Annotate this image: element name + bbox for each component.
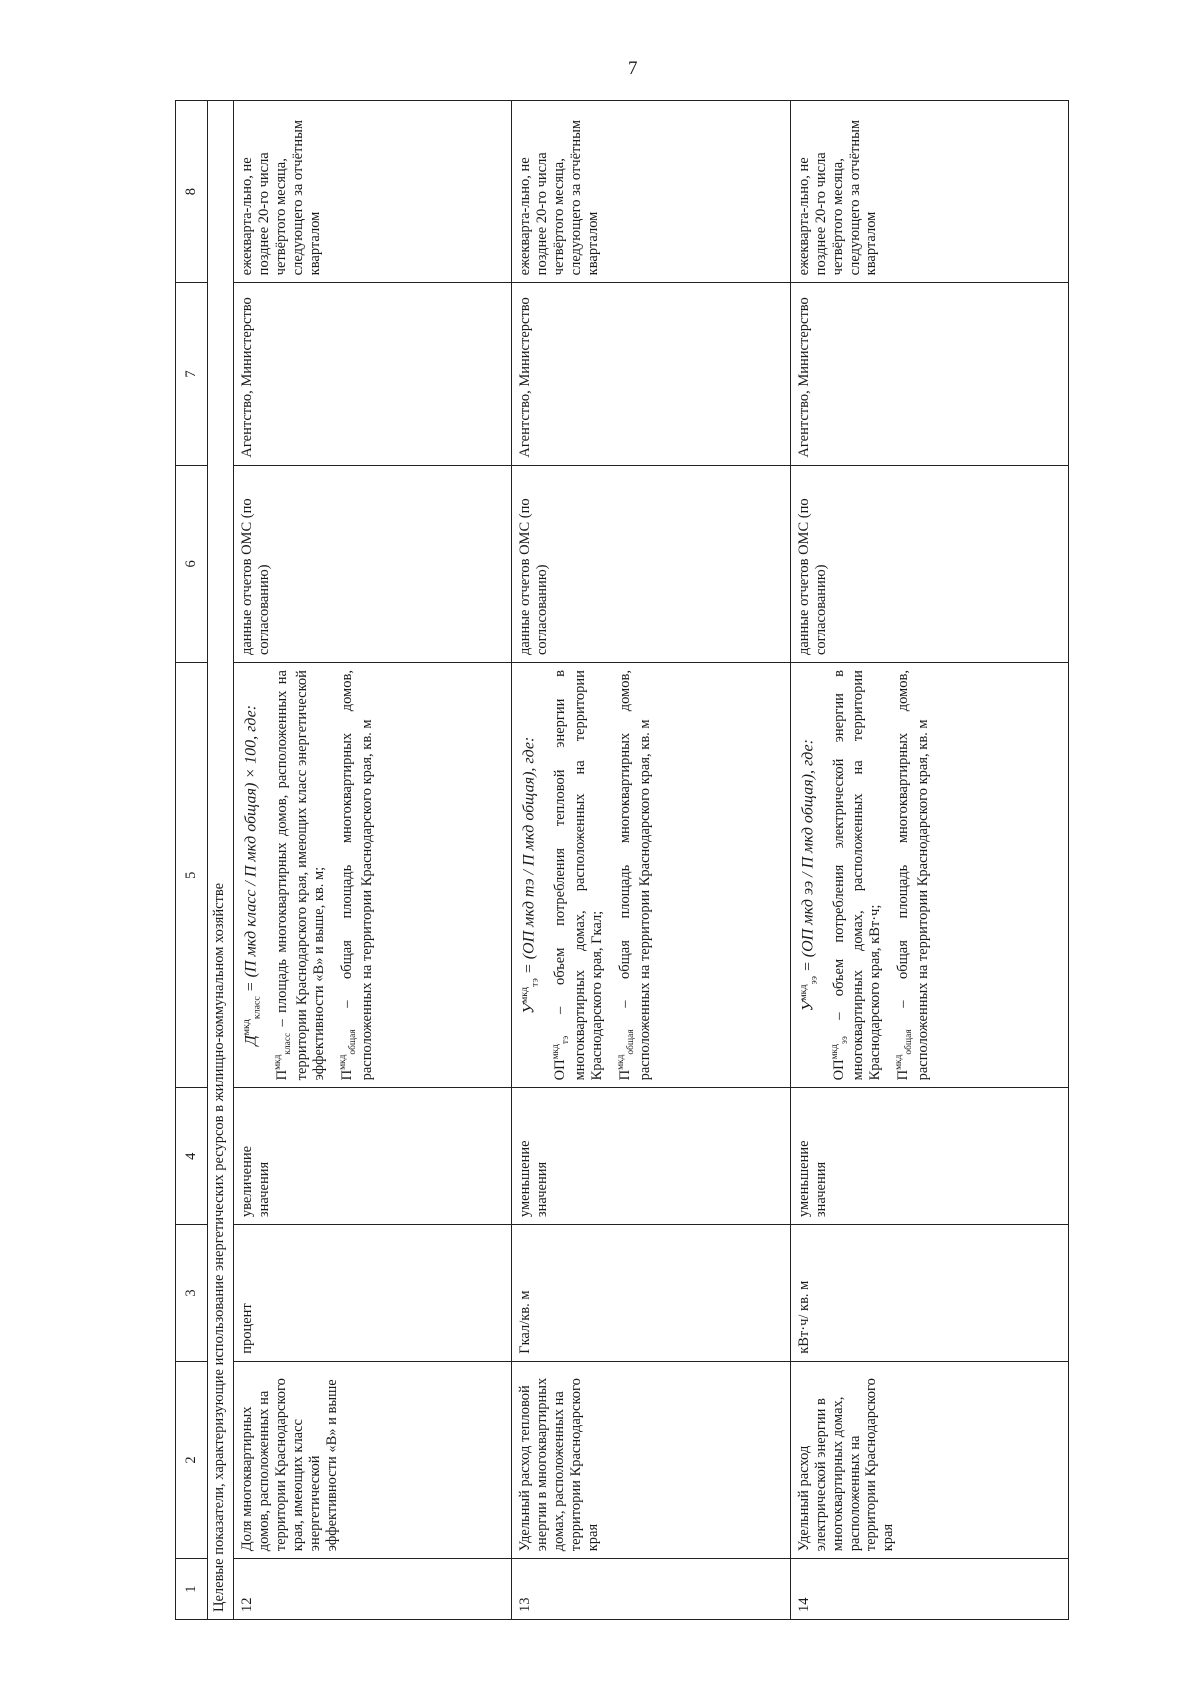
section-title: Целевые показатели, характеризующие использование энергетических ресурсов в жилищно-коммунальном хозяйстве bbox=[208, 101, 234, 1620]
row-number: 12 bbox=[234, 1559, 512, 1620]
unit: Гкал/кв. м bbox=[512, 1225, 790, 1362]
definition: $ОП^{мкд}_{ээ}$ – объем потребления электрической энергии в многоквартирных домах, расположенных на территории Краснодарского края, кВт·ч; bbox=[829, 670, 884, 1081]
definition: $П^{мкд}_{класс}$ – площадь многоквартирных домов, расположенных на территории Краснодарского края, имеющих класс энергетической эффективности «В» и выше, кв. м; bbox=[273, 670, 327, 1081]
formula: $У^{мкд}_{тэ} = (ОП$ мкд тэ / П мкд общая), где: bbox=[519, 736, 541, 1014]
col-number-5: 5 bbox=[176, 663, 208, 1088]
definition: $П^{мкд}_{общая}$ – общая площадь многоквартирных домов, расположенных на территории Краснодарского края, кв. м bbox=[616, 670, 653, 1081]
col-number-8: 8 bbox=[176, 101, 208, 283]
definition: $П^{мкд}_{общая}$ – общая площадь многоквартирных домов, расположенных на территории Краснодарского края, кв. м bbox=[894, 670, 932, 1081]
col-number-7: 7 bbox=[176, 283, 208, 465]
deadline: ежекварта-льно, не позднее 20-го числа четвёртого месяца, следующего за отчётным кварталом bbox=[512, 101, 790, 283]
deadline: ежекварта-льно, не позднее 20-го числа четвёртого месяца, следующего за отчётным кварталом bbox=[790, 101, 1068, 283]
table-row bbox=[790, 101, 1068, 1620]
indicator-name: Удельный расход электрической энергии в многоквартирных домах, расположенных на территории Краснодарского края bbox=[790, 1361, 1068, 1558]
trend: увеличение значения bbox=[234, 1088, 512, 1225]
rotated-table-container bbox=[175, 100, 1069, 1620]
col-number-6: 6 bbox=[176, 465, 208, 662]
row-number: 13 bbox=[512, 1559, 790, 1620]
col-number-2: 2 bbox=[176, 1361, 208, 1558]
indicator-name: Удельный расход тепловой энергии в многоквартирных домах, расположенных на территории Краснодарского края bbox=[512, 1361, 790, 1558]
responsible: Агентство, Министерство bbox=[512, 283, 790, 465]
trend: уменьшение значения bbox=[790, 1088, 1068, 1225]
formula-cell bbox=[234, 663, 512, 1088]
unit: кВт·ч/ кв. м bbox=[790, 1225, 1068, 1362]
data-source: данные отчетов ОМС (по согласованию) bbox=[512, 465, 790, 662]
section-row bbox=[208, 101, 234, 1620]
formula: $Д^{мкд}_{класс} = (П$ мкд класс / П мкд общая) × 100, где: bbox=[241, 704, 263, 1046]
definition: $П^{мкд}_{общая}$ – общая площадь многоквартирных домов, расположенных на территории Краснодарского края, кв. м bbox=[337, 670, 375, 1081]
formula-cell bbox=[512, 663, 790, 1088]
formula-cell bbox=[790, 663, 1068, 1088]
responsible: Агентство, Министерство bbox=[790, 283, 1068, 465]
data-source: данные отчетов ОМС (по согласованию) bbox=[234, 465, 512, 662]
indicators-table bbox=[175, 100, 1069, 1620]
indicator-name: Доля многоквартирных домов, расположенных на территории Краснодарского края, имеющих класс энергетической эффективности «В» и выше bbox=[234, 1361, 512, 1558]
trend: уменьшение значения bbox=[512, 1088, 790, 1225]
unit: процент bbox=[234, 1225, 512, 1362]
col-number-4: 4 bbox=[176, 1088, 208, 1225]
definition: $ОП^{мкд}_{тэ}$ – объем потребления тепловой энергии в многоквартирных домах, расположенных на территории Краснодарского края, Гкал; bbox=[551, 670, 606, 1081]
page-number: 7 bbox=[628, 58, 638, 79]
column-number-row bbox=[176, 101, 208, 1620]
col-number-1: 1 bbox=[176, 1559, 208, 1620]
data-source: данные отчетов ОМС (по согласованию) bbox=[790, 465, 1068, 662]
deadline: ежекварта-льно, не позднее 20-го числа четвёртого месяца, следующего за отчётным кварталом bbox=[234, 101, 512, 283]
table-row bbox=[234, 101, 512, 1620]
formula: $У^{мкд}_{ээ} = (ОП$ мкд ээ / П мкд общая), где: bbox=[797, 739, 820, 1012]
row-number: 14 bbox=[790, 1559, 1068, 1620]
responsible: Агентство, Министерство bbox=[234, 283, 512, 465]
table-row bbox=[512, 101, 790, 1620]
col-number-3: 3 bbox=[176, 1225, 208, 1362]
